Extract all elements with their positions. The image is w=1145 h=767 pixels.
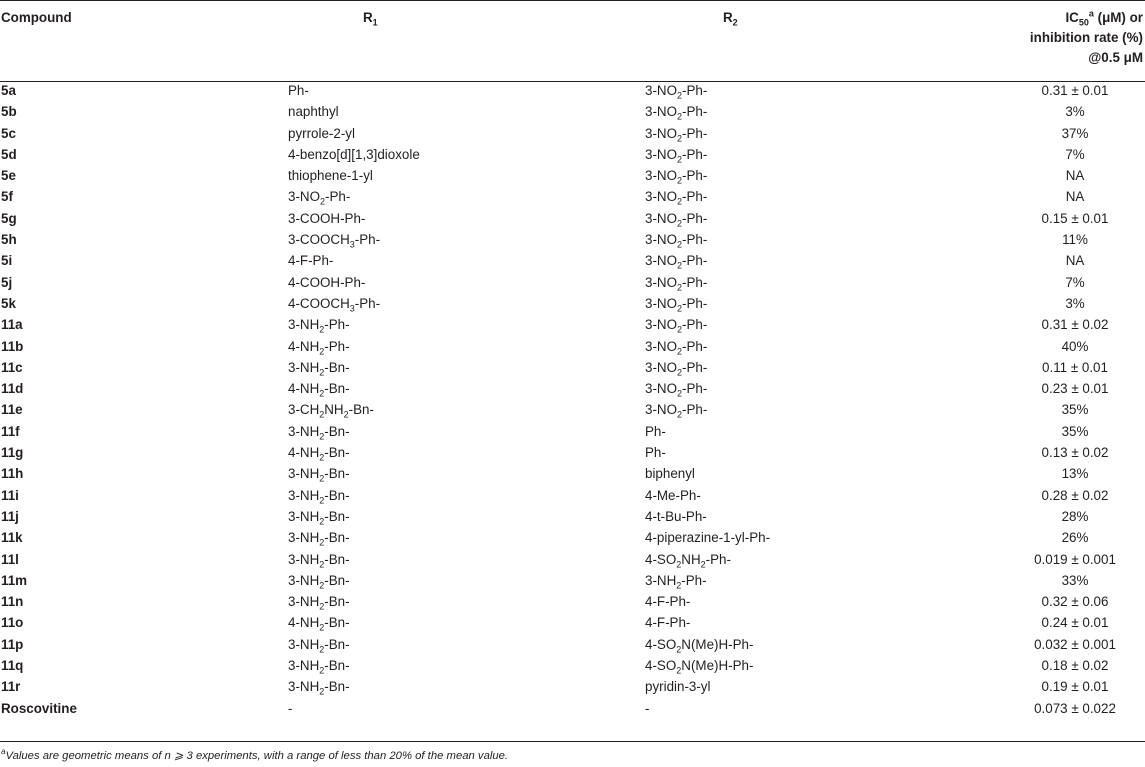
table-row [0,123,1145,144]
cell-compound: 11n [1,594,24,610]
cell-ic50: 0.15 ± 0.01 [1041,210,1109,226]
cell-r2: $3-NO_2-Ph-$ [645,381,708,399]
table-row [0,272,1145,293]
cell-r2: $3-NO_2-Ph-$ [645,210,708,229]
cell-compound: 11j [1,508,19,524]
cell-r2: 4-F-Ph- [645,615,691,631]
cell-r1: $3-NH_2-Bn-$ [288,508,350,527]
header-compound: Compound [1,10,72,25]
cell-compound: 11f [1,423,20,439]
cell-r1: $4-NH_2-Bn-$ [288,615,350,634]
cell-ic50: 26% [1061,530,1089,546]
cell-r1: $3-NH_2-Bn-$ [288,530,350,548]
table-row [0,314,1145,335]
cell-r1: $4-NH_2-Bn-$ [288,445,350,463]
cell-compound: Roscovitine [1,700,77,716]
header-rule [0,81,1145,82]
cell-r2: $3-NO_2-Ph-$ [645,317,708,335]
cell-r2: biphenyl [645,466,695,482]
cell-ic50: 37% [1061,125,1089,141]
cell-compound: 5c [1,125,16,141]
cell-ic50: 28% [1061,508,1089,524]
cell-ic50: 0.24 ± 0.01 [1041,615,1109,631]
cell-r2: pyridin-3-yl [645,679,711,695]
cell-r1: $4-NH_2-Ph-$ [288,338,350,357]
cell-r2: 4-F-Ph- [645,594,691,610]
table-row [0,655,1145,676]
cell-r1: $3-NH_2-Bn-$ [288,466,350,485]
cell-ic50: 0.32 ± 0.06 [1041,594,1109,610]
table-row [0,208,1145,229]
table-row [0,676,1145,697]
cell-r2: $3-NO_2-Ph-$ [645,232,708,250]
cell-compound: 11r [1,679,21,695]
cell-r1: 3-COOH-Ph- [288,210,366,226]
table-row [0,549,1145,570]
cell-ic50: 0.31 ± 0.02 [1041,317,1109,333]
table-row [0,421,1145,442]
cell-r2: $3-NO_2-Ph-$ [645,146,708,165]
header-r2: $R_2$ [723,10,738,28]
table-row [0,506,1145,527]
header-ic50: $IC_{50}^a$ (μM) or inhibition rate (%) @0.5 μM [1029,8,1143,65]
cell-r1: 4-COOH-Ph- [288,274,366,290]
cell-r2: $3-NO_2-Ph-$ [645,402,708,421]
table-top-rule [0,0,1145,1]
table-row [0,293,1145,314]
cell-ic50: 0.019 ± 0.001 [1034,551,1116,567]
cell-compound: 11a [1,317,23,333]
cell-compound: 5k [1,295,16,311]
cell-ic50: 40% [1061,338,1089,354]
cell-r2: $3-NO_2-Ph-$ [645,125,708,144]
cell-compound: 11i [1,487,19,503]
cell-r1: $3-NH_2-Bn-$ [288,679,350,697]
cell-ic50: 0.28 ± 0.02 [1041,487,1109,503]
cell-compound: 5f [1,189,13,205]
cell-compound: 11k [1,530,23,546]
table-row [0,399,1145,420]
cell-r2: $3-NO_2-Ph-$ [645,104,708,122]
table-row [0,612,1145,633]
cell-r1: $3-NH_2-Bn-$ [288,423,350,442]
table-row [0,442,1145,463]
cell-ic50: 3% [1065,295,1085,311]
cell-r1: $3-NH_2-Bn-$ [288,572,350,591]
cell-compound: 11h [1,466,24,482]
cell-r1: $3-NH_2-Bn-$ [288,359,350,378]
cell-compound: 11l [1,551,19,567]
cell-r1: $3-NH_2-Bn-$ [288,636,350,655]
cell-ic50: 0.23 ± 0.01 [1041,381,1109,397]
cell-r1: $3-NO_2-Ph-$ [288,189,351,208]
cell-compound: 11p [1,636,24,652]
table-row [0,336,1145,357]
cell-r2: 4-Me-Ph- [645,487,701,503]
cell-r1: $4-NH_2-Bn-$ [288,381,350,399]
table-header [0,0,1145,80]
cell-ic50: 0.31 ± 0.01 [1041,83,1109,98]
cell-r1: $4-COOCH_3-Ph-$ [288,295,381,314]
cell-compound: 5g [1,210,17,226]
cell-r1: $3-NH_2-Bn-$ [288,594,350,612]
cell-r1: $3-NH_2-Bn-$ [288,658,350,676]
cell-compound: 5b [1,104,17,120]
table-bottom-rule [0,741,1145,742]
cell-ic50: 35% [1061,423,1089,439]
cell-r1: $3-NH_2-Bn-$ [288,551,350,570]
table-row [0,378,1145,399]
cell-r1: naphthyl [288,104,339,120]
cell-ic50: 33% [1061,572,1089,588]
cell-ic50: 3% [1065,104,1085,120]
cell-r1: 4-benzo[d][1,3]dioxole [288,146,420,162]
cell-r2: $4-SO_2N(Me)H-Ph-$ [645,658,754,676]
table-row [0,463,1145,484]
table-row [0,250,1145,271]
cell-r2: $4-SO_2N(Me)H-Ph-$ [645,636,754,655]
cell-r1: - [288,700,293,716]
table-row [0,165,1145,186]
cell-r1: $3-NH_2-Ph-$ [288,317,350,335]
table-body [0,80,1145,719]
table-row [0,186,1145,207]
table-footnote: $^a$Values are geometric means of n ⩾ 3 experiments, with a range of less than 20% of the mean value. [1,747,509,762]
header-r1: $R_1$ [363,10,378,28]
cell-r2: $3-NO_2-Ph-$ [645,168,708,186]
cell-compound: 5a [1,83,16,98]
cell-compound: 11g [1,445,24,461]
cell-ic50: 7% [1065,146,1085,162]
cell-r2: Ph- [645,423,666,439]
cell-ic50: 35% [1061,402,1089,418]
cell-r2: $3-NH_2-Ph-$ [645,572,707,591]
cell-ic50: NA [1065,253,1085,269]
cell-r2: $3-NO_2-Ph-$ [645,189,708,208]
cell-r1: $3-NH_2-Bn-$ [288,487,350,506]
cell-ic50: NA [1065,189,1085,205]
cell-compound: 11o [1,615,24,631]
cell-compound: 11d [1,381,24,397]
cell-compound: 5d [1,146,17,162]
cell-r2: $3-NO_2-Ph-$ [645,83,708,101]
table-row [0,591,1145,612]
cell-ic50: 13% [1061,466,1089,482]
cell-r2: $3-NO_2-Ph-$ [645,253,708,272]
cell-r2: 4-t-Bu-Ph- [645,508,707,524]
cell-r1: thiophene-1-yl [288,168,373,184]
table-row [0,527,1145,548]
cell-compound: 11e [1,402,23,418]
cell-ic50: 0.073 ± 0.022 [1034,700,1116,716]
cell-r2: $3-NO_2-Ph-$ [645,274,708,293]
cell-r2: - [645,700,650,716]
table-row [0,144,1145,165]
cell-ic50: 7% [1065,274,1085,290]
table-row [0,698,1145,719]
cell-ic50: NA [1065,168,1085,184]
cell-ic50: 0.19 ± 0.01 [1041,679,1109,695]
cell-r2: $3-NO_2-Ph-$ [645,359,708,378]
table-row [0,570,1145,591]
cell-compound: 5e [1,168,16,184]
cell-r2: $3-NO_2-Ph-$ [645,338,708,357]
cell-r2: $4-SO_2NH_2-Ph-$ [645,551,731,570]
cell-r2: 4-piperazine-1-yl-Ph- [645,530,771,546]
cell-r2: $3-NO_2-Ph-$ [645,295,708,314]
cell-r1: $3-CH_2NH_2-Bn-$ [288,402,374,421]
cell-compound: 11q [1,658,24,674]
table-row [0,229,1145,250]
cell-ic50: 0.18 ± 0.02 [1041,658,1109,674]
cell-ic50: 11% [1062,232,1088,248]
cell-compound: 5i [1,253,13,269]
table-row [0,485,1145,506]
table-row [0,634,1145,655]
cell-r1: 4-F-Ph- [288,253,334,269]
table-row [0,357,1145,378]
cell-ic50: 0.11 ± 0.01 [1042,359,1108,375]
cell-r2: Ph- [645,445,666,461]
cell-compound: 11c [1,359,23,375]
table-row [0,101,1145,122]
cell-r1: Ph- [288,83,309,98]
cell-compound: 5j [1,274,13,290]
cell-compound: 11m [1,572,28,588]
cell-compound: 5h [1,232,17,248]
cell-compound: 11b [1,338,24,354]
cell-r1: $3-COOCH_3-Ph-$ [288,232,381,250]
cell-r1: pyrrole-2-yl [288,125,355,141]
table-row [0,80,1145,101]
cell-ic50: 0.13 ± 0.02 [1041,445,1109,461]
cell-ic50: 0.032 ± 0.001 [1034,636,1116,652]
